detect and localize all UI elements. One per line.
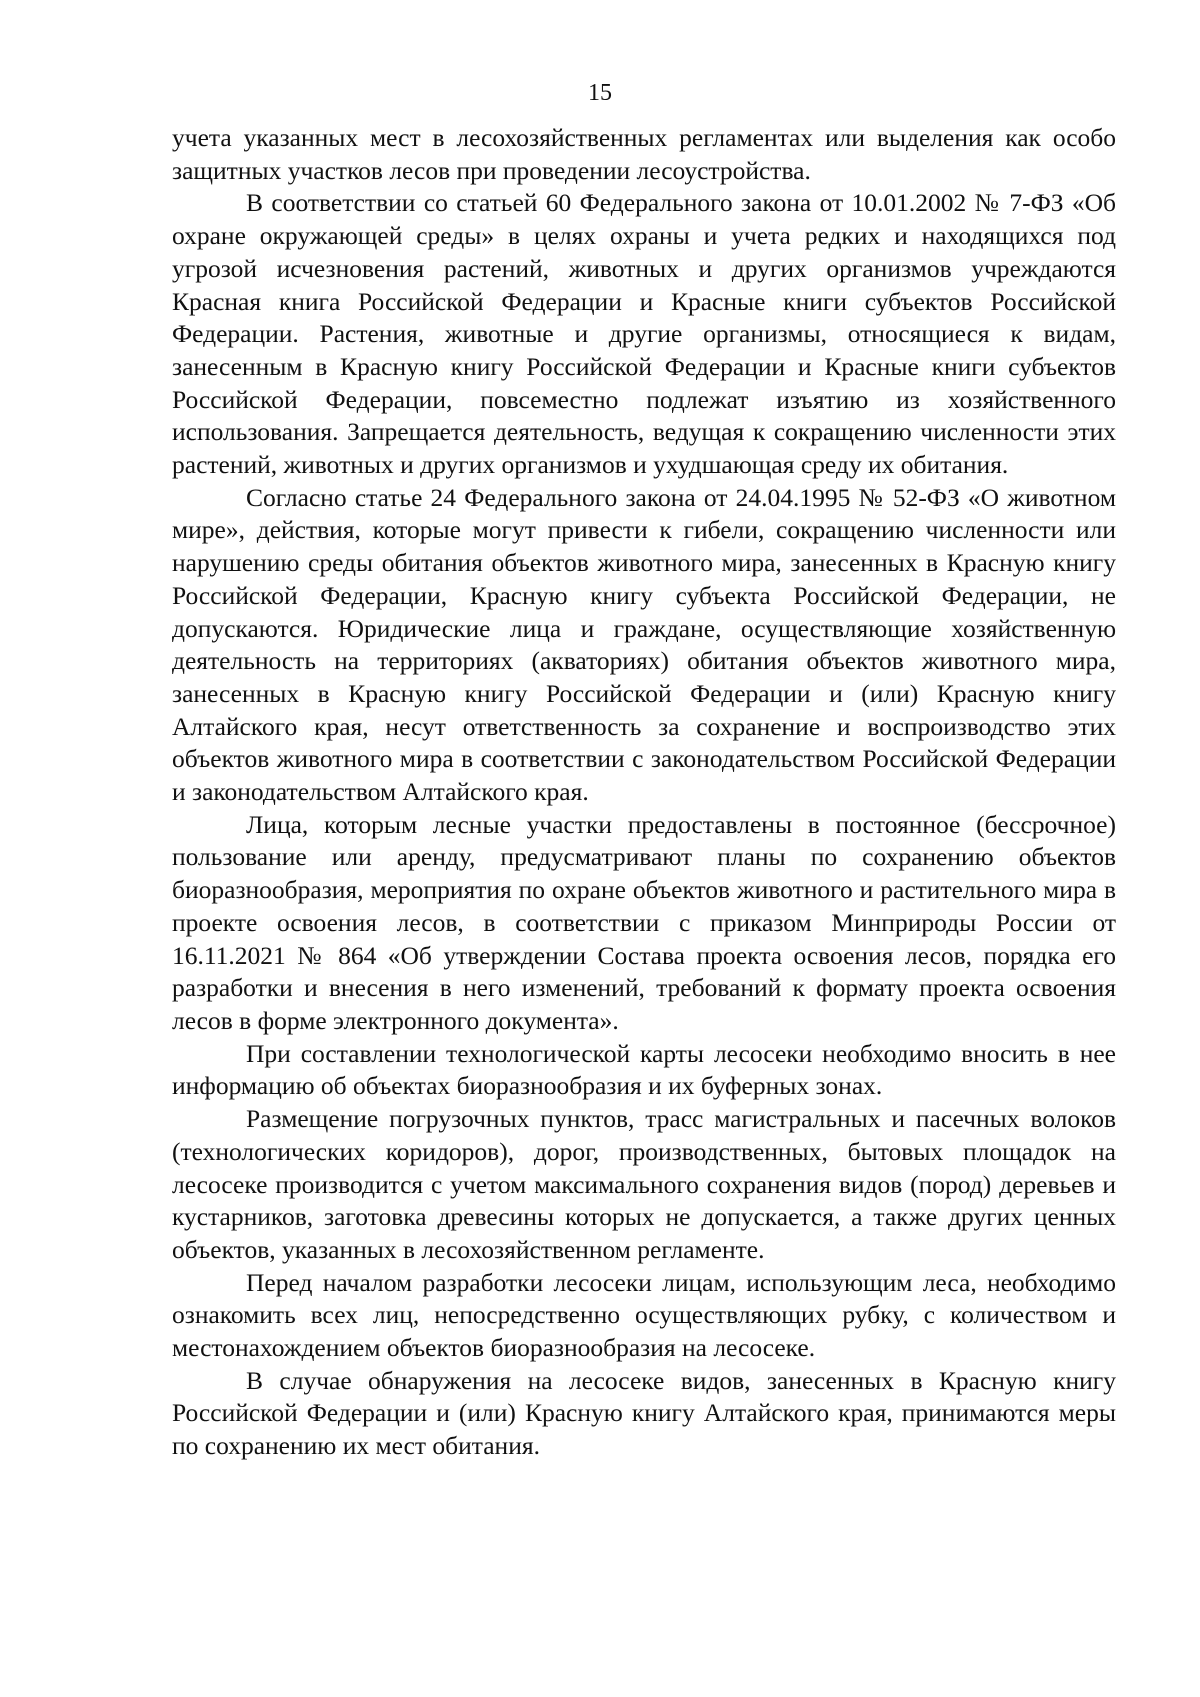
- body-text: [172, 122, 1116, 1463]
- paragraph-environmental-law: В соответствии со статьей 60 Федерального закона от 10.01.2002 № 7-ФЗ «Об охране окружающей среды» в целях охраны и учета редких и находящихся под угрозой исчезновения растений, животных и других организмов учреждаются Красная книга Российской Федерации и Красные книги субъектов Российской Федерации. Растения, животные и другие организмы, относящиеся к видам, занесенным в Красную книгу Российской Федерации и Красные книги субъектов Российской Федерации, повсеместно подлежат изъятию из хозяйственного использования. Запрещается деятельность, ведущая к сокращению численности этих растений, животных и других организмов и ухудшающая среду их обитания.: [172, 188, 1116, 480]
- paragraph-placement: Размещение погрузочных пунктов, трасс магистральных и пасечных волоков (технологических коридоров), дорог, производственных, бытовых площадок на лесосеке производится с учетом максимального сохранения видов (пород) деревьев и кустарников, заготовка древесины которых не допускается, а также других ценных объектов, указанных в лесохозяйственном регламенте.: [172, 1104, 1116, 1264]
- paragraph-forest-plan: Лица, которым лесные участки предоставлены в постоянное (бессрочное) пользование или аренду, предусматривают планы по сохранению объектов биоразнообразия, мероприятия по охране объектов животного и растительного мира в проекте освоения лесов, в соответствии с приказом Минприроды России от 16.11.2021 № 864 «Об утверждении Состава проекта освоения лесов, порядка его разработки и внесения в него изменений, требований к формату проекта освоения лесов в форме электронного документа».: [172, 809, 1116, 1035]
- paragraph-wildlife-law: Согласно статье 24 Федерального закона от 24.04.1995 № 52-ФЗ «О животном мире», действия, которые могут привести к гибели, сокращению численности или нарушению среды обитания объектов животного мира, занесенных в Красную книгу Российской Федерации, Красную книгу субъекта Российской Федерации, не допускаются. Юридические лица и граждане, осуществляющие хозяйственную деятельность на территориях (акваториях) обитания объектов животного мира, занесенных в Красную книгу Российской Федерации и (или) Красную книгу Алтайского края, несут ответственность за сохранение и воспроизводство этих объектов животного мира в соответствии с законодательством Российской Федерации и законодательством Алтайского края.: [172, 482, 1116, 807]
- paragraph-briefing: Перед началом разработки лесосеки лицам, использующим леса, необходимо ознакомить всех лиц, непосредственно осуществляющих рубку, с количеством и местонахождением объектов биоразнообразия на лесосеке.: [172, 1267, 1116, 1363]
- paragraph-red-book-species: В случае обнаружения на лесосеке видов, занесенных в Красную книгу Российской Федерации и (или) Красную книгу Алтайского края, принимаются меры по сохранению их мест обитания.: [172, 1365, 1116, 1461]
- paragraph-tech-map: При составлении технологической карты лесосеки необходимо вносить в нее информацию об объектах биоразнообразия и их буферных зонах.: [172, 1038, 1116, 1101]
- paragraph-continuation: учета указанных мест в лесохозяйственных регламентах или выделения как особо защитных участков лесов при проведении лесоустройства.: [172, 123, 1116, 185]
- page-number: 15: [588, 80, 612, 106]
